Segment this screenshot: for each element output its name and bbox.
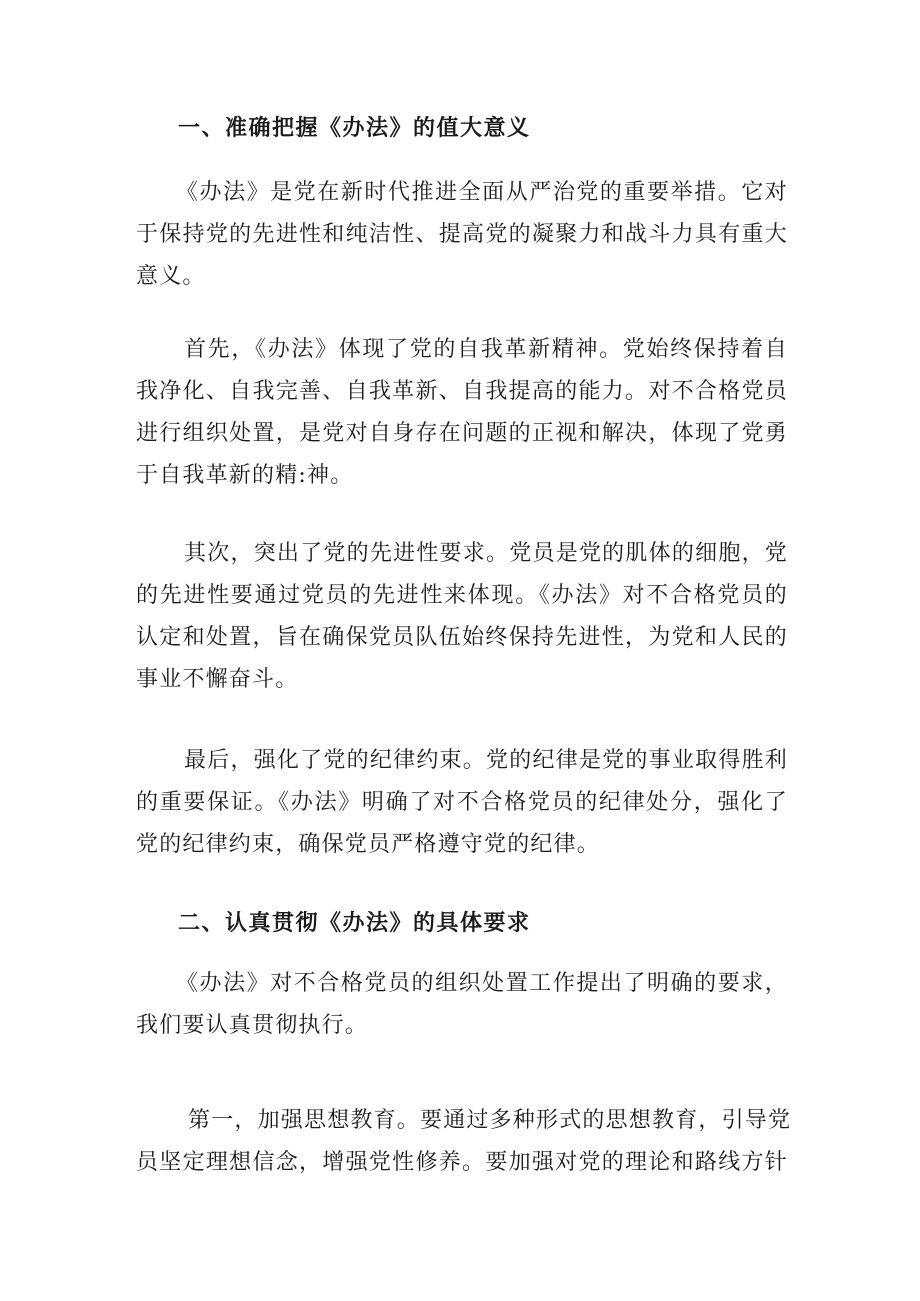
paragraph-line: 第一，加强思想教育。要通过多种形式的思想教育，引导党 bbox=[188, 1108, 792, 1133]
paragraph-line: 员坚定理想信念，增强党性修养。要加强对党的理论和路线方针 bbox=[136, 1150, 788, 1175]
paragraph-line: 进行组织处置，是党对自身存在问题的正视和解决，体现了党勇 bbox=[136, 421, 788, 446]
paragraph-line: 我们要认真贯彻执行。 bbox=[136, 1013, 369, 1038]
paragraph-line: 我净化、自我完善、自我革新、自我提高的能力。对不合格党员 bbox=[136, 379, 788, 404]
paragraph-line: 党的纪律约束，确保党员严格遵守党的纪律。 bbox=[136, 832, 601, 857]
section-heading-2: 二、认真贯彻《办法》的具体要求 bbox=[178, 911, 531, 936]
paragraph-5 bbox=[136, 963, 788, 1047]
paragraph-line: 其次，突出了党的先进性要求。党员是党的肌体的细胞，党 bbox=[184, 541, 788, 566]
paragraph-3 bbox=[136, 533, 788, 701]
paragraph-line: 的重要保证。《办法》明确了对不合格党员的纪律处分，强化了 bbox=[136, 790, 788, 815]
paragraph-line: 事业不懈奋斗。 bbox=[136, 667, 299, 692]
paragraph-line: 意义。 bbox=[136, 264, 206, 289]
paragraph-line: 的先进性要通过党员的先进性来体现。《办法》对不合格党员的 bbox=[136, 583, 788, 608]
paragraph-line: 最后，强化了党的纪律约束。党的纪律是党的事业取得胜利 bbox=[184, 748, 788, 773]
paragraph-line: 于自我革新的精:神。 bbox=[136, 463, 354, 488]
paragraph-1 bbox=[136, 172, 788, 298]
paragraph-line: 首先，《办法》体现了党的自我革新精神。党始终保持着自 bbox=[184, 337, 788, 362]
paragraph-line: 于保持党的先进性和纯洁性、提高党的凝聚力和战斗力具有重大 bbox=[136, 222, 788, 247]
paragraph-2 bbox=[136, 329, 788, 497]
paragraph-line: 认定和处置，旨在确保党员队伍始终保持先进性，为党和人民的 bbox=[136, 625, 788, 650]
paragraph-4 bbox=[136, 740, 788, 866]
paragraph-line: 《办法》对不合格党员的组织处置工作提出了明确的要求， bbox=[176, 971, 788, 996]
paragraph-line: 《办法》是党在新时代推进全面从严治党的重要举措。它对 bbox=[176, 180, 788, 205]
paragraph-6 bbox=[136, 1100, 792, 1184]
section-heading-1: 一、准确把握《办法》的值大意义 bbox=[178, 116, 531, 141]
